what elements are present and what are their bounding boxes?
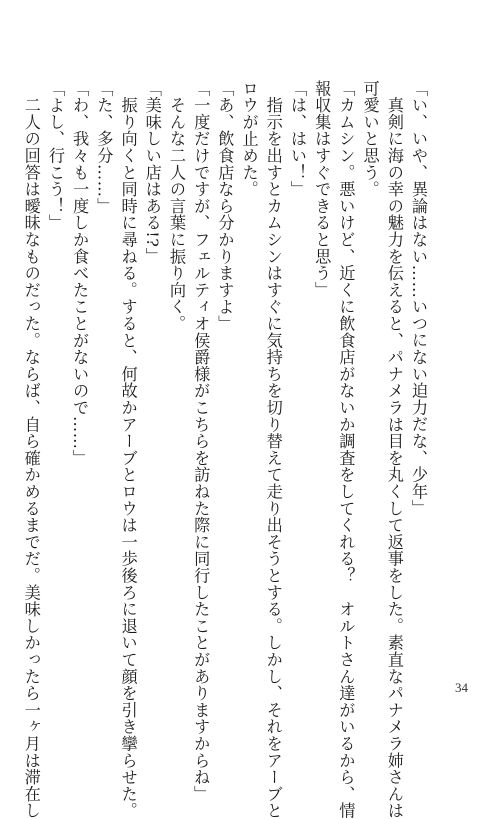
text-line: 二人の回答は曖昧なものだった。ならば、自ら確かめるまでだ。美味しかったら一ヶ月は滞在し xyxy=(21,80,41,819)
text-line: 指示を出すとカムシンはすぐに気持ちを切り替えて走り出そうとする。しかし、それをアーブと xyxy=(263,80,283,819)
text-line: 可愛いと思う。 xyxy=(360,80,380,198)
text-line: 「カムシン。悪いけど、近くに飲食店がないか調査をしてくれる？ オルトさん達がいるから、情 xyxy=(336,80,356,819)
page-number: 34 xyxy=(455,680,468,695)
text-line: 「い、いや、異論はない……いつにない迫力だな、少年」 xyxy=(409,80,428,517)
text-line: 「あ、飲食店なら分かりますよ」 xyxy=(215,80,235,332)
text-line: ロウが止めた。 xyxy=(239,80,259,198)
text-line: 報収集はすぐできると思う」 xyxy=(312,80,332,299)
text-line: そんな二人の言葉に振り向く。 xyxy=(166,80,186,332)
text-line: 「は、はい！」 xyxy=(287,80,307,198)
text-line: 真剣に海の幸の魅力を伝えると、パナメラは目を丸くして返事をした。素直なパナメラ姉さんは xyxy=(384,80,404,819)
vertical-text-body xyxy=(21,80,430,819)
text-line: 「た、多分……」 xyxy=(94,80,114,215)
text-line: 「わ、我々も一度しか食べたことがないので……」 xyxy=(70,80,90,467)
text-line: 「美味しい店はある!?」 xyxy=(142,80,162,265)
text-line: 「一度だけですが、フェルティオ侯爵様がこちらを訪ねた際に同行したことがありますからね」 xyxy=(191,80,211,803)
text-line: 振り向くと同時に尋ねる。すると、何故かアーブとロウは一歩後ろに退いて顔を引き攣らせた。 xyxy=(118,80,138,819)
text-line: 「よし、行こう！」 xyxy=(45,80,65,232)
